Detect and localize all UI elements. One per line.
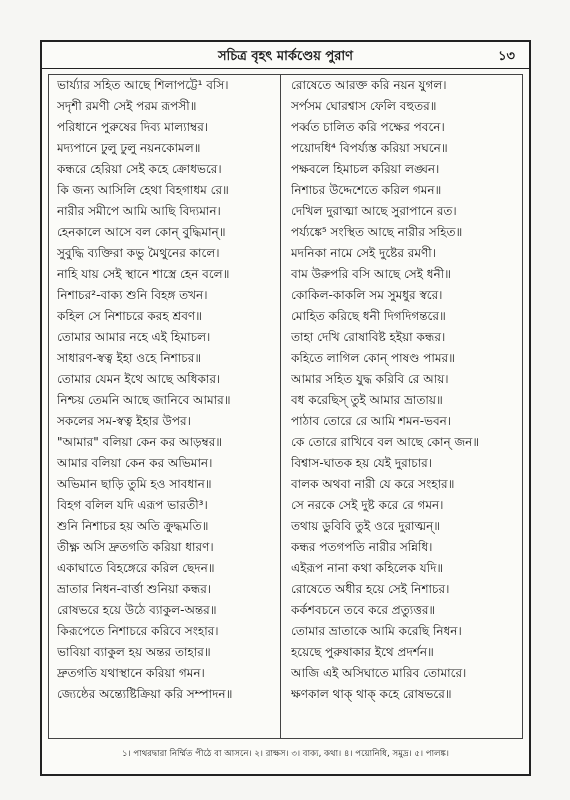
page-frame	[40, 40, 531, 776]
right-verse-line: কহিতে লাগিল কোন্ পাষণ্ড পামর॥	[291, 351, 455, 365]
left-verse-line: তোমার আমার নহে এই হিমাচল।	[57, 330, 211, 344]
right-verse-line: তোমার ভ্রাতাকে আমি করেছি নিধন।	[291, 624, 462, 638]
right-verse-line: কন্ধর পতগপতি নারীর সন্নিধি।	[291, 540, 433, 554]
left-verse-line: রোষভরে হয়ে উঠে ব্যাকুল-অন্তর॥	[57, 603, 217, 617]
right-verse-line: পয়োদধি⁴ বিপর্য্যস্ত করিয়া সঘনে॥	[291, 141, 448, 155]
left-verse-line: সুবুদ্ধি ব্যক্তিরা কভু মৈথুনের কালে।	[57, 246, 220, 260]
left-verse-line: ভাবিয়া ব্যাকুল হয় অন্তর তাহার॥	[57, 645, 211, 659]
page-header	[42, 42, 529, 69]
left-verse-line: পরিধানে পুরুষের দিব্য মাল্যাম্বর।	[57, 120, 209, 134]
left-verse-line: সাধারণ-স্বত্ব ইহা ওহে নিশাচর॥	[57, 351, 202, 365]
left-verse-line: নারীর সমীপে আমি আছি বিদ্যমান।	[57, 204, 221, 218]
left-verse-line: শুনি নিশাচর হয় অতি ক্রুদ্ধমতি॥	[57, 519, 209, 533]
left-verse-column	[57, 75, 275, 705]
left-verse-line: একাঘাতে বিহঙ্গেরে করিল ছেদন॥	[57, 561, 215, 575]
left-verse-line: ভ্রাতার নিধন-বার্ত্তা শুনিয়া কন্ধর।	[57, 582, 212, 596]
left-verse-line: আমার বলিয়া কেন কর অভিমান।	[57, 456, 213, 470]
left-verse-line: অভিমান ছাড়ি তুমি হও সাবধান॥	[57, 477, 212, 491]
right-verse-line: পর্য্যঙ্কে⁵ সংস্থিত আছে নারীর সহিত॥	[291, 225, 463, 239]
right-verse-line: হয়েছে পুরুষাকার ইথে প্রদর্শন॥	[291, 645, 434, 659]
left-verse-line: কন্ধরে হেরিয়া সেই কহে ক্রোধভরে।	[57, 162, 222, 176]
page-number: ১৩	[498, 49, 515, 64]
book-title: সচিত্র বৃহৎ মার্কণ্ডেয় পুরাণ	[217, 49, 354, 64]
left-verse-line: নিশ্চয় তেমনি আছে জানিবে আমার॥	[57, 393, 231, 407]
right-verse-line: তাহা দেখি রোষাবিষ্ট হইয়া কন্ধর।	[291, 330, 446, 344]
left-verse-line: নাহি যায় সেই স্থানে শাস্ত্রে হেন বলে॥	[57, 267, 230, 281]
left-verse-line: "আমার" বলিয়া কেন কর আড়ম্বর॥	[57, 435, 223, 449]
left-verse-line: ভার্য্যার সহিত আছে শিলাপট্টে¹ বসি।	[57, 78, 229, 92]
right-verse-line: সে নরকে সেই দুষ্ট করে রে গমন।	[291, 498, 444, 512]
left-verse-line: তীক্ষ্ণ অসি দ্রুতগতি করিয়া ধারণ।	[57, 540, 214, 554]
left-verse-line: জ্যেষ্ঠের অন্ত্যেষ্টিক্রিয়া করি সম্পাদন॥	[57, 687, 233, 701]
right-verse-line: দেখিল দুরাত্মা আছে সুরাপানে রত।	[291, 204, 457, 218]
right-verse-line: পক্ষবলে হিমাচল করিয়া লঙ্ঘন।	[291, 162, 440, 176]
right-verse-line: বিশ্বাস-ঘাতক হয় যেই দুরাচার।	[291, 456, 433, 470]
right-verse-line: মদনিকা নামে সেই দুষ্টের রমণী।	[291, 246, 437, 260]
left-verse-line: দ্রুতগতি যথাস্থানে করিয়া গমন।	[57, 666, 205, 680]
right-verse-line: নিশাচর উদ্দেশেতে করিল গমন॥	[291, 183, 442, 197]
right-verse-line: বাম উরুপরি বসি আছে সেই ধনী॥	[291, 267, 451, 281]
right-verse-column	[291, 75, 519, 705]
right-verse-line: এইরূপ নানা কথা কহিলেক যদি॥	[291, 561, 444, 575]
left-verse-line: হেনকালে আসে বল কোন্ বুদ্ধিমান্॥	[57, 225, 226, 239]
right-verse-line: আজি এই অসিঘাতে মারিব তোমারে।	[291, 666, 467, 680]
left-verse-line: কি জন্য আসিলি হেথা বিহগাধম রে॥	[57, 183, 229, 197]
left-verse-line: তোমার যেমন ইথে আছে অধিকার।	[57, 372, 221, 386]
right-verse-line: পাঠাব তোরে রে আমি শমন-ভবন।	[291, 414, 452, 428]
right-verse-line: মোহিত করিছে ধনী দিগদিগন্তরে॥	[291, 309, 446, 323]
right-verse-line: বালক অথবা নারী যে করে সংহার॥	[291, 477, 455, 491]
right-verse-line: কর্কশবচনে তবে করে প্রত্যুত্তর॥	[291, 603, 436, 617]
column-divider	[280, 75, 281, 738]
right-verse-line: রোষেতে আরক্ত করি নয়ন যুগল।	[291, 78, 447, 92]
right-verse-line: তথায় ডুবিবি তুই ওরে দুরাত্মন্॥	[291, 519, 441, 533]
left-verse-line: কহিল সে নিশাচরে করহ শ্রবণ॥	[57, 309, 202, 323]
left-verse-line: সকলের সম-স্বত্ব ইহার উপর।	[57, 414, 191, 428]
left-verse-line: কিরূপেতে নিশাচরে করিবে সংহার।	[57, 624, 219, 638]
left-verse-line: নিশাচর²-বাক্য শুনি বিহঙ্গ তখন।	[57, 288, 208, 302]
right-verse-line: সর্পসম ঘোরশ্বাস ফেলি বহুতর॥	[291, 99, 437, 113]
right-verse-line: পর্ব্বত চালিত করি পক্ষের পবনে।	[291, 120, 445, 134]
left-verse-line: সদৃশী রমণী সেই পরম রূপসী॥	[57, 99, 197, 113]
right-verse-line: কোকিল-কাকলি সম সুমধুর স্বরে।	[291, 288, 443, 302]
left-verse-line: বিহগ বলিল যদি এরূপ ভারতী³।	[57, 498, 208, 512]
right-verse-line: কে তোরে রাখিবে বল আছে কোন্ জন॥	[291, 435, 480, 449]
verse-box	[48, 74, 523, 739]
footnotes: ১। পাথরদ্বারা নির্ম্মিত পীঠে বা আসনে। ২। রাক্ষস। ৩। বাক্য, কথা। ৪। পয়োনিধি, সমুদ্র। ৫। পালঙ্ক।	[122, 749, 449, 759]
left-verse-line: মদ্যপানে ঢুলু ঢুলু নয়নকোমল॥	[57, 141, 201, 155]
right-verse-line: ক্ষণকাল থাক্ থাক্ কহে রোষভরে॥	[291, 687, 452, 701]
right-verse-line: রোষেতে অধীর হয়ে সেই নিশাচর।	[291, 582, 450, 596]
right-verse-line: আমার সহিত যুদ্ধ করিবি রে আয়।	[291, 372, 449, 386]
right-verse-line: বধ করেছিস্ তুই আমার ভ্রাতায়॥	[291, 393, 443, 407]
